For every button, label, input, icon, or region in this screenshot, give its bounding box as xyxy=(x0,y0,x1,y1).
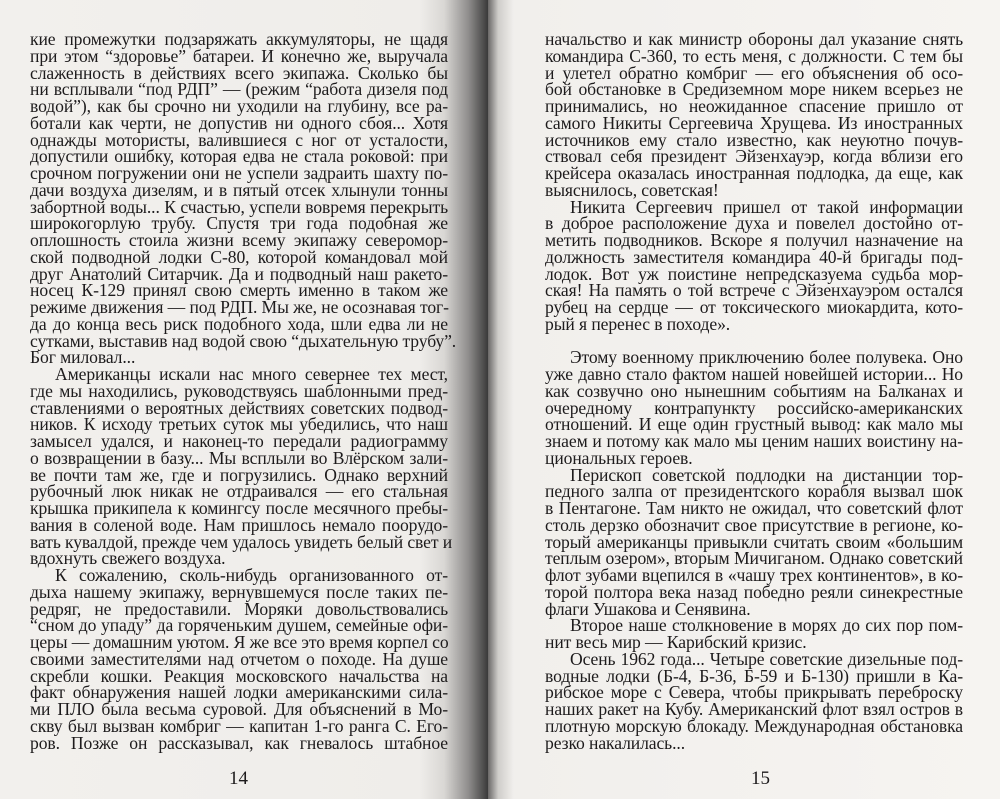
text-line: плотную морскую блокаду. Международная обстановка xyxy=(545,715,963,736)
text-line: дачи воздуха дизелям, и в пятый отсек хлынули тонны xyxy=(30,179,448,200)
text-line: начальство и как министр обороны дал указание снять xyxy=(545,29,963,49)
text-line: столь дерзко обозначит свое присутствие в регионе, ко- xyxy=(545,514,963,535)
text-line: педного залпа от президентского корабля вызвал шок xyxy=(545,481,963,502)
text-line: уже давно стало фактом нашей новейшей истории... Но xyxy=(545,364,963,384)
paragraph xyxy=(545,31,963,199)
text-line: К сожалению, сколь-нибудь организованного от- xyxy=(55,565,448,585)
text-line: и улетел обратно комбриг — его объяснения об осо- xyxy=(545,62,963,83)
paragraph xyxy=(30,29,457,368)
text-line: нит весь мир — Карибский кризис. xyxy=(545,632,807,652)
text-line: при этом “здоровье” батареи. И конечно же, выручала xyxy=(30,45,448,66)
text-line: в доброе расположение духа и повелел достойно от- xyxy=(545,213,963,234)
text-line: ров. Позже он рассказывал, как гневалось штабное xyxy=(30,732,448,753)
text-line: оплошность стоила жизни всему экипажу северомор- xyxy=(30,230,448,250)
paragraph xyxy=(545,196,963,334)
text-line: “сном до упаду” да горяченьким душем, семейные офи- xyxy=(30,615,448,636)
text-line: Бог миловал... xyxy=(30,347,136,368)
text-line: кие промежутки подзаряжать аккумуляторы, не щадя xyxy=(30,29,448,49)
text-line: скву был вызван комбриг — капитан 1-го ранга С. Его- xyxy=(30,715,448,736)
text-line: Американцы искали нас много севернее тех мест, xyxy=(55,364,448,384)
page-text xyxy=(545,31,963,751)
page-text xyxy=(30,29,457,753)
text-line: Перископ советской подлодки на дистанции тор- xyxy=(570,464,963,485)
text-line: как созвучно оно нынешним событиям на Балканах и xyxy=(545,380,963,401)
text-line: забортной воды... К счастью, успели вовремя перекрыть xyxy=(30,196,448,217)
text-line: своими заместителями над отчетом о походе. На душе xyxy=(30,648,448,669)
text-line: рибское море с Севера, чтобы прикрывать переброску xyxy=(545,682,963,703)
text-line: водой”), как бы срочно ни уходили на глубину, все ра- xyxy=(30,96,448,116)
text-line: дыха нашему экипажу, вернувшемуся после таких пе- xyxy=(30,581,448,602)
text-line: ников. К исходу третьих суток мы убедились, что наш xyxy=(30,414,448,435)
text-line: ми ПЛО была весьма суровой. Для объяснений в Мо- xyxy=(30,699,448,719)
text-line: где мы находились, руководствуясь шаблонными пред- xyxy=(30,380,448,401)
text-line: ни всплывали “под РДП” — (режим “работа дизеля под xyxy=(30,79,448,100)
text-line: слаженность в действиях всего экипажа. Сколько бы xyxy=(30,62,448,83)
text-line: срочном погружении они не успели задраить шахту по- xyxy=(30,163,448,183)
right-page xyxy=(488,0,1000,799)
text-line: рый я перенес в походе». xyxy=(545,313,731,334)
page-number: 14 xyxy=(229,768,248,789)
text-line: должность заместителя командира 40-й бригады под- xyxy=(545,246,963,267)
text-line: широкогорлую трубу. Спустя три года подобная же xyxy=(30,213,448,234)
text-line: вать кувалдой, прежде чем удалось увидеть белый свет и xyxy=(30,531,453,552)
text-line: вания в соленой воде. Нам пришлось немало поорудо- xyxy=(30,514,448,535)
text-line: самого Никиты Сергеевича Хрущева. Из иностранных xyxy=(545,112,963,133)
paragraph xyxy=(30,364,453,569)
text-line: отношений. И еще один грустный вывод: как мало мы xyxy=(545,414,963,435)
text-line: ская! На память о той встрече с Эйзенхауэром остался xyxy=(545,280,963,301)
text-line: выяснилось, советская! xyxy=(545,179,719,200)
paragraph xyxy=(545,464,963,619)
text-line: источников ему стало известно, как неуютно почув- xyxy=(545,129,963,150)
text-line: друг Анатолий Ситарчик. Да и подводный наш ракето- xyxy=(30,263,448,284)
text-line: флот зубами вцепился в «чашу трех континентов», в ко- xyxy=(545,565,963,585)
text-line: рубец на сердце — от токсического миокардита, кото- xyxy=(545,297,963,317)
text-line: крышка прикипела к комингсу после месячного пребы- xyxy=(30,498,448,518)
text-line: о возвращении в базу... Мы всплыли во Влёрском зали- xyxy=(30,447,448,468)
paragraph xyxy=(545,648,963,753)
text-line: Второе наше столкновение в морях до сих пор пом- xyxy=(570,615,963,636)
text-line: ствовал себя президент Эйзенхауэр, когда вблизи его xyxy=(545,146,963,167)
text-line: Осень 1962 года... Четыре советские дизельные под- xyxy=(570,648,963,669)
text-line: метить подводников. Вскоре я получил назначение на xyxy=(545,230,963,250)
text-line: замысел удался, и наконец-то передали радиограмму xyxy=(30,431,448,451)
text-line: водные лодки (Б-4, Б-36, Б-59 и Б-130) пришли в Ка- xyxy=(545,665,963,686)
text-line: режиме движения — под РДП. Мы же, не осознавая тог- xyxy=(30,297,449,317)
text-line: теплым озером», вторым Мичиганом. Однако советский xyxy=(545,548,963,569)
text-line: Никита Сергеевич пришел от такой информации xyxy=(570,196,963,217)
text-line: сутками, выставив над водой свою “дыхательную трубу”. xyxy=(30,330,457,351)
text-line: рубочный люк никак не отдраивался — его стальная xyxy=(30,481,448,502)
text-line: да до конца весь риск подобного хода, шли едва ли не xyxy=(30,313,448,334)
text-line: торый американцы привыкли считать своим «большим xyxy=(545,531,963,552)
text-line: знаем и потому как мало мы ценим наших воистину на- xyxy=(545,431,963,451)
text-line: наших ракет на Кубу. Американский флот взял остров в xyxy=(545,699,963,719)
text-line: допустили ошибку, которая едва не стала роковой: при xyxy=(30,146,448,167)
text-line: циональных героев. xyxy=(545,447,693,468)
text-line: однажды мотористы, валившиеся с ног от усталости, xyxy=(30,129,448,150)
paragraph xyxy=(545,349,963,466)
text-line: Этому военному приключению более полувека. Оно xyxy=(570,347,963,368)
text-line: редряг, не предоставили. Моряки довольствовались xyxy=(30,598,448,619)
text-line: факт обнаружения нашей лодки американскими сила- xyxy=(30,682,448,703)
text-line: очередному контрапункту российско-американских xyxy=(545,397,963,418)
text-line: ской подводной лодки С-80, которой командовал мой xyxy=(30,246,448,267)
text-line: крейсера оказалась иностранная подлодка, да еще, как xyxy=(545,163,963,183)
text-line: флаги Ушакова и Сенявина. xyxy=(545,598,751,619)
text-line: резко накалилась... xyxy=(545,732,686,753)
text-line: ботали как черти, не допустив ни одного сбоя... Хотя xyxy=(30,112,448,133)
text-line: принимались, но неожиданное спасение пришло от xyxy=(545,96,963,116)
paragraph xyxy=(545,617,963,651)
text-line: ставлениями о вероятных действиях советских подвод- xyxy=(30,397,448,418)
text-line: лодок. Вот уж поистине непредсказуема судьба мор- xyxy=(545,263,963,284)
text-line: носец К-129 принял свою смерть именно в таком же xyxy=(30,280,448,301)
page-number: 15 xyxy=(751,768,770,789)
text-line: вдохнуть свежего воздуха. xyxy=(30,548,226,569)
paragraph xyxy=(30,567,448,751)
text-line: торой полтора века назад победно реяли синекрестные xyxy=(545,581,963,602)
left-page xyxy=(0,0,488,799)
text-line: в Пентагоне. Там никто не ожидал, что советский флот xyxy=(545,498,963,518)
text-line: бой обстановке в Средиземном море никем всерьез не xyxy=(545,79,963,100)
text-line: скребли кошки. Реакция московского начальства на xyxy=(30,665,448,686)
text-line: ве почти там же, где и погрузились. Однако верхний xyxy=(30,464,448,485)
text-line: церы — домашним уютом. Я же все это время корпел со xyxy=(30,632,449,652)
text-line: командира С-360, то есть меня, с должности. С тем бы xyxy=(545,45,963,66)
